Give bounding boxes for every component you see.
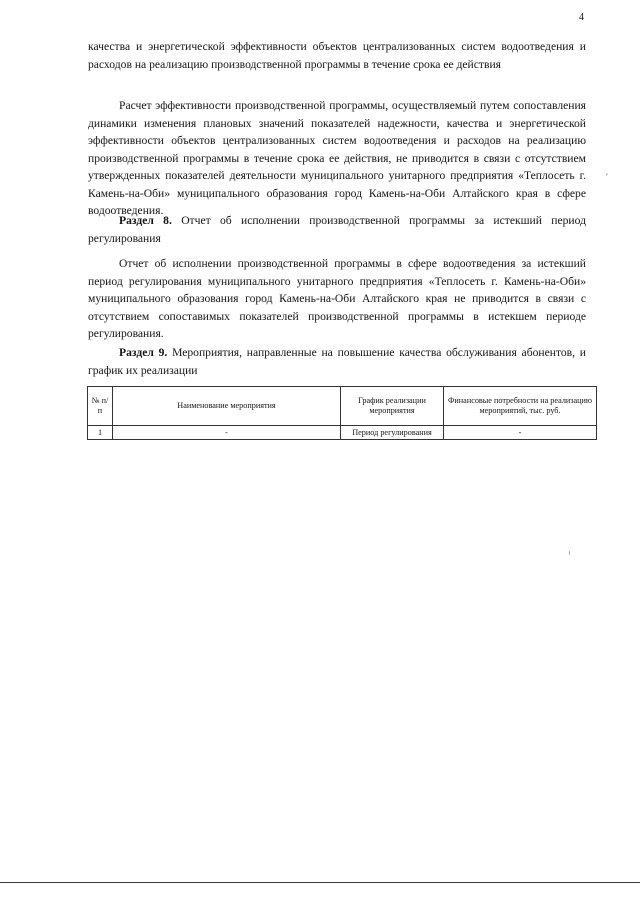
section-8-title: Отчет об исполнении производственной программы за истекший период регулирования — [88, 214, 586, 245]
header-financial-needs: Финансовые потребности на реализацию мероприятий, тыс. руб. — [444, 387, 597, 426]
header-measure-name: Наименование мероприятия — [113, 387, 341, 426]
cell-number: 1 — [88, 426, 113, 440]
cell-financial-needs: - — [444, 426, 597, 440]
section-9-label: Раздел 9. — [119, 346, 168, 359]
table-header-row — [88, 387, 597, 426]
cell-schedule: Период регулирования — [341, 426, 444, 440]
page-number: 4 — [579, 12, 584, 23]
section-9-heading — [88, 344, 586, 379]
bottom-rule — [0, 882, 640, 883]
paragraph-efficiency-calculation: Расчет эффективности производственной программы, осуществляемый путем сопоставления динамики изменения плановых значений показателей надежности, качества и энергетической эффективности объектов централизованных систем водоотведения и расходов на реализацию производственной программы в течение срока ее действия, не приводится в связи с отсутствием утвержденных показателей деятельности муниципального унитарного предприятия «Теплосеть г. Камень-на-Оби» муниципального образования город Камень-на-Оби Алтайского края в сфере водоотведения. — [88, 99, 586, 217]
measures-table — [87, 386, 597, 440]
scan-speck — [569, 551, 570, 555]
header-schedule: График реализации мероприятия — [341, 387, 444, 426]
paragraph-execution-report: Отчет об исполнении производственной программы в сфере водоотведения за истекший период регулирования муниципального унитарного предприятия «Теплосеть г. Камень-на-Оби» муниципального образования город Камень-на-Оби Алтайского края не приводится в связи с отсутствием сопоставимых показателей производственной программы в истекшем периоде регулирования. — [88, 257, 586, 340]
margin-mark: ′ — [606, 172, 608, 182]
cell-measure-name: - — [113, 426, 341, 440]
table-row — [88, 426, 597, 440]
section-8-label: Раздел 8. — [119, 214, 172, 227]
paragraph-continuation: качества и энергетической эффективности объектов централизованных систем водоотведения и расходов на реализацию производственной программы в течение срока ее действия — [88, 40, 586, 71]
section-9-title: Мероприятия, направленные на повышение качества обслуживания абонентов, и график их реализации — [88, 346, 587, 377]
section-8-heading — [88, 212, 586, 247]
header-number: № п/п — [88, 387, 113, 426]
